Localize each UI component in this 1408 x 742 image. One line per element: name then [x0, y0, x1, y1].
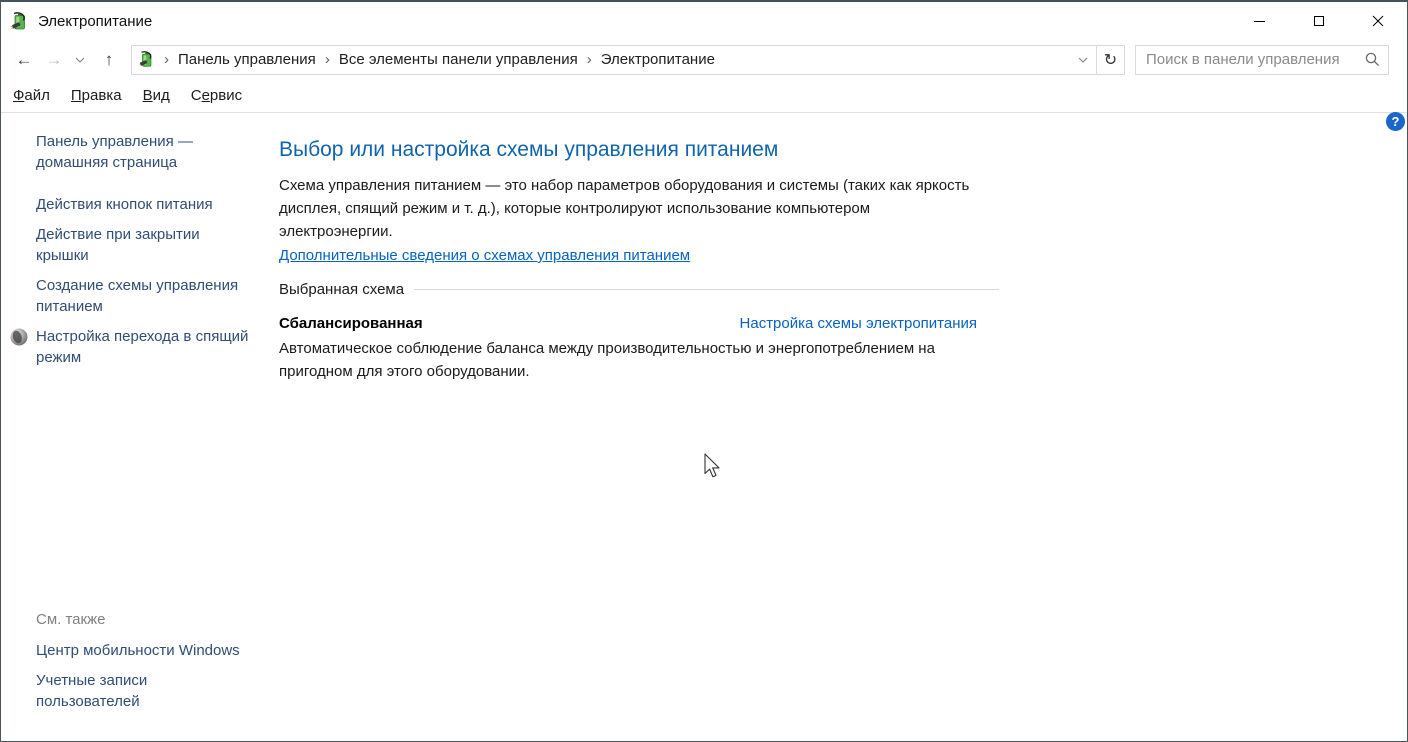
sidebar: [1, 113, 273, 741]
chevron-down-icon: [1078, 57, 1088, 63]
sidebar-item-power-button-actions[interactable]: Действия кнопок питания: [36, 196, 213, 213]
sidebar-item-mobility-center[interactable]: Центр мобильности Windows: [36, 642, 240, 659]
plan-row: [279, 315, 977, 332]
see-also-section: [9, 609, 252, 721]
power-battery-icon: [10, 12, 29, 31]
breadcrumb-control-panel[interactable]: Панель управления: [178, 51, 316, 68]
breadcrumb: [164, 51, 715, 68]
main-content: [279, 113, 1009, 383]
intro-text: Схема управления питанием — это набор параметров оборудования и системы (таких как яркость дисплея, спящий режим и т. д.), которые контролируют использование компьютером электроэнергии.: [279, 177, 970, 240]
plan-description: Автоматическое соблюдение баланса между производительностью и энергопотреблением на пригодном для этого оборудовании.: [279, 340, 935, 380]
forward-button[interactable]: →: [45, 50, 63, 69]
see-also-header: См. также: [36, 611, 106, 628]
navigation-bar: [1, 40, 1407, 79]
mouse-cursor-icon: [704, 453, 726, 483]
sidebar-item-user-accounts[interactable]: Учетные записи пользователей: [36, 672, 148, 710]
maximize-button[interactable]: [1289, 2, 1348, 40]
sleep-sphere-icon: [9, 327, 29, 347]
page-title: Выбор или настройка схемы управления питанием: [279, 138, 779, 161]
help-button[interactable]: [1386, 112, 1405, 131]
sidebar-item-create-power-plan[interactable]: Создание схемы управления питанием: [36, 277, 239, 315]
minimize-icon: [1254, 21, 1265, 22]
title-bar: [1, 2, 1407, 40]
address-dropdown-button[interactable]: [1069, 46, 1096, 74]
sidebar-item-label: Настройка перехода в спящий режим: [36, 328, 249, 366]
refresh-button[interactable]: ↻: [1096, 45, 1125, 75]
maximize-icon: [1314, 16, 1324, 26]
sidebar-item-control-panel-home[interactable]: Панель управления — домашняя страница: [36, 133, 193, 171]
close-icon: [1372, 15, 1384, 27]
up-button[interactable]: ↑: [104, 50, 114, 69]
menu-edit[interactable]: Правка: [70, 87, 122, 104]
back-button[interactable]: ←: [15, 50, 33, 69]
sidebar-item-sleep-settings[interactable]: [9, 326, 252, 368]
menu-file[interactable]: Файл: [13, 87, 50, 104]
search-box: [1135, 45, 1389, 75]
breadcrumb-power-options[interactable]: Электропитание: [600, 51, 715, 68]
breadcrumb-all-items[interactable]: Все элементы панели управления: [338, 51, 578, 68]
search-input[interactable]: [1136, 51, 1365, 68]
close-button[interactable]: [1348, 2, 1407, 40]
breadcrumb-separator-icon: ›: [586, 51, 592, 68]
address-bar[interactable]: [131, 45, 1097, 75]
search-icon[interactable]: [1365, 52, 1380, 67]
minimize-button[interactable]: [1230, 2, 1289, 40]
menu-tools[interactable]: Сервис: [190, 87, 243, 104]
breadcrumb-separator-icon: ›: [164, 51, 169, 68]
recent-pages-dropdown[interactable]: [67, 57, 93, 63]
section-label: Выбранная схема: [279, 281, 405, 298]
window-controls: [1230, 2, 1407, 40]
help-icon: ?: [1391, 114, 1400, 129]
menu-bar: [1, 79, 1407, 113]
learn-more-link[interactable]: Дополнительные сведения о схемах управления питанием: [279, 247, 691, 264]
power-battery-icon-small: [138, 51, 155, 68]
menu-view[interactable]: Вид: [142, 87, 170, 104]
section-divider: [414, 289, 999, 290]
selected-plan-section-header: [279, 281, 999, 298]
sidebar-item-lid-close-action[interactable]: Действие при закрытии крышки: [36, 226, 200, 264]
window-title: Электропитание: [38, 12, 153, 30]
plan-name: Сбалансированная: [279, 315, 423, 332]
change-plan-settings-link[interactable]: Настройка схемы электропитания: [739, 315, 977, 332]
breadcrumb-separator-icon: ›: [324, 51, 330, 68]
chevron-down-icon: [75, 57, 85, 63]
